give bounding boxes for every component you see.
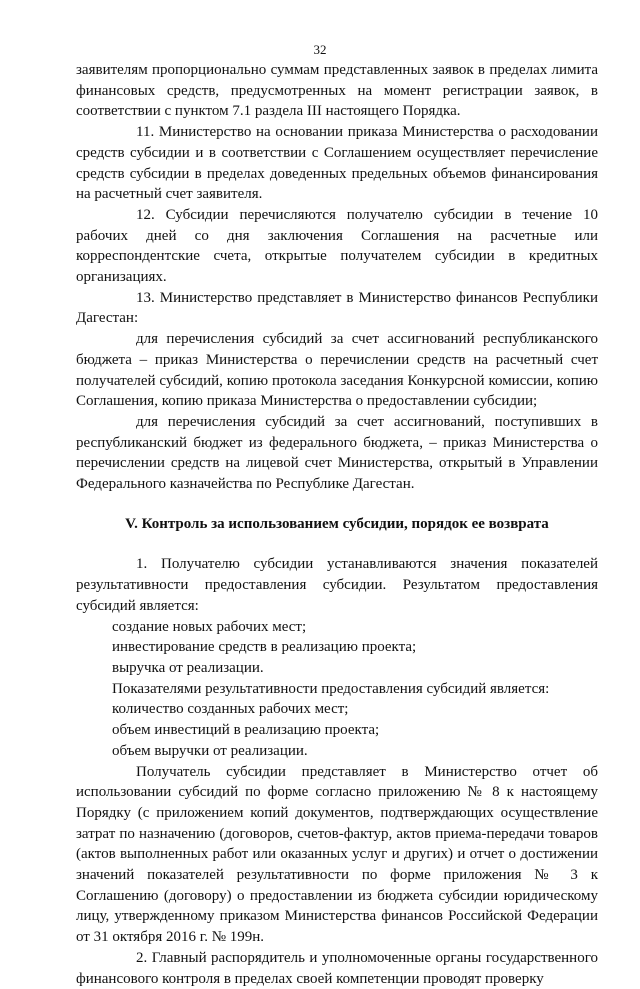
list-item-indicator-2: объем инвестиций в реализацию проекта; bbox=[112, 722, 380, 739]
list-item-indicator-3: объем выручки от реализации. bbox=[112, 742, 308, 759]
list-item-result-3: выручка от реализации. bbox=[112, 659, 264, 676]
paragraph-section5-item-2: 2. Главный распорядитель и уполномоченные органы государственного финансового контроля в пределах своей компетенции проводят проверку bbox=[76, 949, 598, 987]
paragraph-item-13: 13. Министерство представляет в Министерство финансов Республики Дагестан: bbox=[76, 289, 598, 327]
paragraph-report: Получатель субсидии представляет в Министерство отчет об использовании субсидий по форме согласно приложению № 8 к настоящему Порядку (с приложением копий документов, подтверждающих осуществление затрат по назначению (договоров, счетов-фактур, актов приема-передачи товаров (актов выполненных работ или оказанных услуг и других) и отчет о достижении значений показателей результативности по форме приложения № 3 к Соглашению (договору) о предоставлении из бюджета субсидии юридическому лицу, утвержденному приказом Министерства финансов Российской Федерации от 31 октября 2016 г. № 199н. bbox=[76, 763, 598, 946]
paragraph-federal-budget: для перечисления субсидий за счет ассигнований, поступивших в республиканский бюджет из федерального бюджета, – приказ Министерства о перечислении средств на лицевой счет Министерства, открытый в Управлении Федерального казначейства по Республике Дагестан. bbox=[76, 413, 598, 493]
page-number: 32 bbox=[313, 42, 327, 57]
document-body bbox=[76, 60, 598, 989]
list-item-result-1: создание новых рабочих мест; bbox=[112, 618, 307, 635]
section-heading: V. Контроль за использованием субсидии, порядок ее возврата bbox=[125, 515, 549, 532]
paragraph-section5-item-1: 1. Получателю субсидии устанавливаются значения показателей результативности предоставления субсидии. Результатом предоставления субсидий является: bbox=[76, 556, 598, 614]
list-item-indicator-1: количество созданных рабочих мест; bbox=[112, 701, 349, 718]
paragraph-item-12: 12. Субсидии перечисляются получателю субсидии в течение 10 рабочих дней со дня заключения Соглашения на расчетные или корреспондентские счета, открытые получателем субсидии в кредитных организациях. bbox=[76, 206, 598, 286]
list-item-result-2: инвестирование средств в реализацию проекта; bbox=[112, 639, 417, 656]
paragraph-republican-budget: для перечисления субсидий за счет ассигнований республиканского бюджета – приказ Министерства о перечислении средств на расчетный счет получателей субсидий, копию протокола заседания Конкурсной комиссии, копию Соглашения, копию приказа Министерства о предоставлении субсидии; bbox=[76, 331, 598, 410]
paragraph-continuation: заявителям пропорционально суммам представленных заявок в пределах лимита финансовых средств, предусмотренных на момент регистрации заявок, в соответствии с пунктом 7.1 раздела III настоящего Порядка. bbox=[76, 62, 598, 120]
paragraph-indicators-intro: Показателями результативности предоставления субсидий является: bbox=[112, 680, 550, 697]
paragraph-item-11: 11. Министерство на основании приказа Министерства о расходовании средств субсидии и в соответствии с Соглашением осуществляет перечисление средств субсидии в пределах доведенных предельных объемов финансирования на расчетный счет заявителя. bbox=[76, 124, 598, 203]
